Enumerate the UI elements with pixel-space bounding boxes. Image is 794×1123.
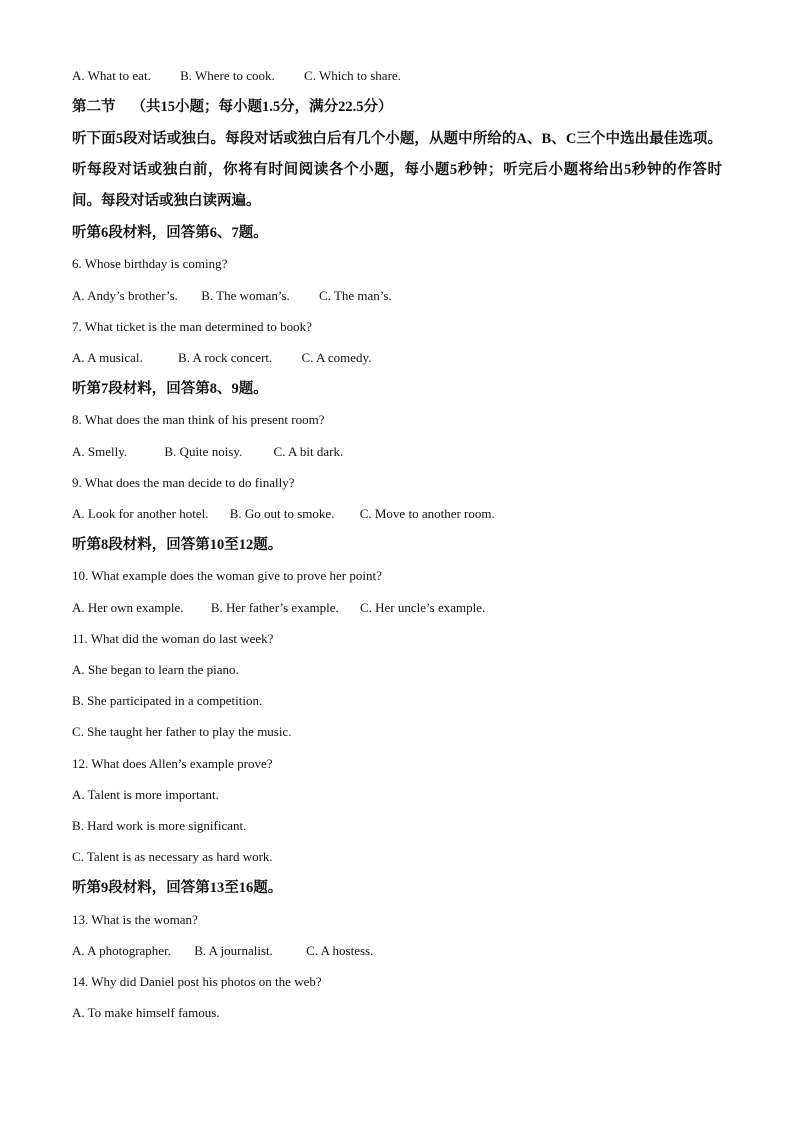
- section-header: [72, 98, 393, 116]
- q5-options: [72, 68, 401, 84]
- option-c: C. A comedy.: [301, 350, 372, 365]
- option-c: C. Move to another room.: [359, 506, 495, 521]
- option-a: A. Andy’s brother’s.: [72, 288, 178, 303]
- option-c: C. A bit dark.: [273, 444, 344, 459]
- option-b: B. Where to cook.: [180, 68, 275, 83]
- section-instructions: 听下面5段对话或独白。每段对话或独白后有几个小题，从题中所给的A、B、C三个中选出最佳选项。听每段对话或独白前，你将有时间阅读各个小题，每小题5秒钟；听完后小题将给出5秒钟的作答时间。每段对话或独白读两遍。: [72, 131, 722, 209]
- q7-question: 7. What ticket is the man determined to book?: [72, 319, 312, 334]
- option-c: C. A hostess.: [306, 943, 374, 958]
- q14-option-a: A. To make himself famous.: [72, 1005, 220, 1020]
- section-detail: （共15小题；每小题1.5分，满分22.5分）: [131, 99, 393, 115]
- q12-question: 12. What does Allen’s example prove?: [72, 756, 273, 771]
- option-b: B. A journalist.: [194, 943, 273, 958]
- material-6-header: 听第6段材料，回答第6、7题。: [72, 225, 268, 241]
- option-b: B. A rock concert.: [178, 350, 273, 365]
- option-a: A. What to eat.: [72, 68, 151, 83]
- q6-options: [72, 288, 392, 304]
- q6-question: 6. Whose birthday is coming?: [72, 256, 228, 271]
- material-7-header: 听第7段材料，回答第8、9题。: [72, 381, 268, 397]
- q13-question: 13. What is the woman?: [72, 912, 198, 927]
- q11-option-b: B. She participated in a competition.: [72, 693, 263, 708]
- option-a: A. Her own example.: [72, 600, 184, 615]
- q10-options: [72, 600, 485, 616]
- option-b: B. The woman’s.: [201, 288, 290, 303]
- material-9-header: 听第9段材料，回答第13至16题。: [72, 880, 283, 896]
- option-b: B. Quite noisy.: [164, 444, 243, 459]
- q10-question: 10. What example does the woman give to prove her point?: [72, 568, 382, 583]
- q9-options: [72, 506, 495, 522]
- option-c: C. Which to share.: [304, 68, 401, 83]
- q12-option-a: A. Talent is more important.: [72, 787, 219, 802]
- q11-option-c: C. She taught her father to play the music.: [72, 724, 292, 739]
- option-a: A. A musical.: [72, 350, 143, 365]
- option-b: B. Her father’s example.: [210, 600, 339, 615]
- q8-question: 8. What does the man think of his present room?: [72, 412, 325, 427]
- q9-question: 9. What does the man decide to do finally?: [72, 475, 295, 490]
- option-b: B. Go out to smoke.: [229, 506, 335, 521]
- q12-option-b: B. Hard work is more significant.: [72, 818, 247, 833]
- q12-option-c: C. Talent is as necessary as hard work.: [72, 849, 273, 864]
- option-a: A. Smelly.: [72, 444, 128, 459]
- option-c: C. The man’s.: [319, 288, 392, 303]
- q11-question: 11. What did the woman do last week?: [72, 631, 274, 646]
- option-a: A. A photographer.: [72, 943, 171, 958]
- material-8-header: 听第8段材料，回答第10至12题。: [72, 537, 283, 553]
- section-title: 第二节: [72, 99, 116, 115]
- q7-options: [72, 350, 371, 366]
- q11-option-a: A. She began to learn the piano.: [72, 662, 239, 677]
- option-c: C. Her uncle’s example.: [359, 600, 486, 615]
- option-a: A. Look for another hotel.: [72, 506, 209, 521]
- q14-question: 14. Why did Daniel post his photos on the web?: [72, 974, 322, 989]
- q13-options: [72, 943, 373, 959]
- q8-options: [72, 444, 343, 460]
